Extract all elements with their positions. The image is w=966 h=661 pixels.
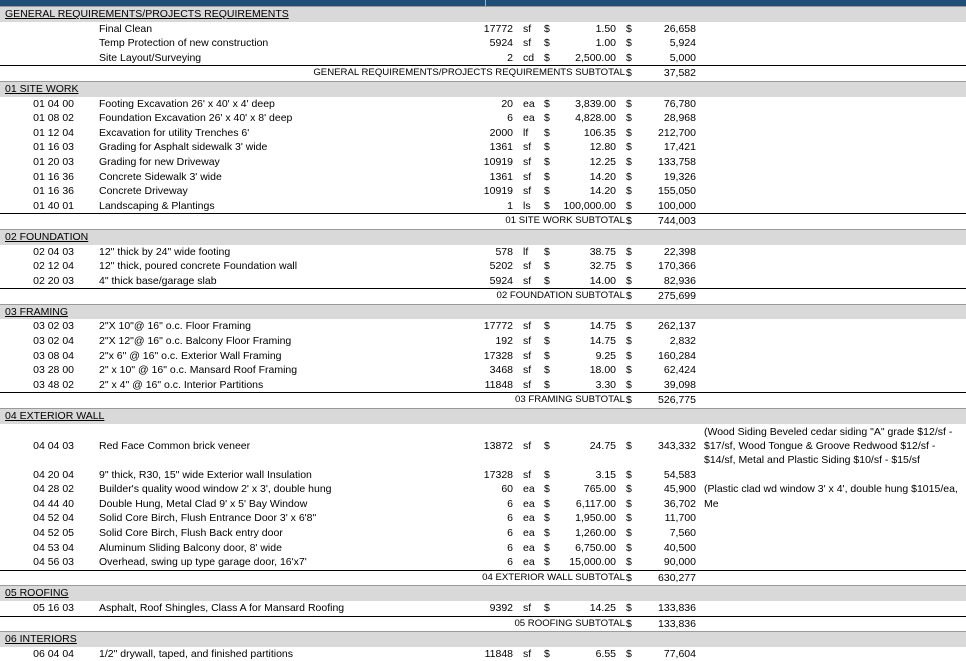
currency-symbol: $	[626, 541, 632, 554]
subtotal-value[interactable]: 744,003	[658, 215, 696, 228]
item-description-cell[interactable]: Aluminum Sliding Balcony door, 8' wide	[99, 541, 282, 554]
line-total-cell[interactable]: 26,658	[663, 22, 696, 35]
note-cell[interactable]: (Plastic clad wd window 3' x 4', double hung $1015/ea, Me	[704, 483, 958, 510]
currency-symbol: $	[626, 97, 632, 110]
unit-rate-cell[interactable]: 9.25	[595, 349, 616, 362]
unit-rate-cell[interactable]: 24.75	[589, 439, 616, 452]
unit-rate-cell[interactable]: 12.25	[589, 155, 616, 168]
quantity-cell[interactable]: 6	[507, 497, 513, 510]
line-total-cell[interactable]: 343,332	[658, 439, 696, 452]
item-code-cell[interactable]: 04 04 03	[33, 439, 74, 452]
item-code-cell[interactable]: 01 16 36	[33, 185, 74, 198]
subtotal-value[interactable]: 630,277	[658, 571, 696, 584]
currency-symbol: $	[544, 483, 550, 496]
currency-symbol: $	[544, 512, 550, 525]
item-code-cell[interactable]: 03 08 04	[33, 349, 74, 362]
unit-rate-cell[interactable]: 4,828.00	[575, 112, 616, 125]
line-total-cell[interactable]: 212,700	[658, 126, 696, 139]
unit-rate-cell[interactable]: 32.75	[589, 260, 616, 273]
currency-symbol: $	[544, 112, 550, 125]
section-header[interactable]	[0, 631, 966, 647]
line-total-cell[interactable]: 62,424	[663, 364, 696, 377]
subtotal-value[interactable]: 275,699	[658, 290, 696, 303]
quantity-cell[interactable]: 6	[507, 512, 513, 525]
item-code-cell[interactable]: 04 20 04	[33, 468, 74, 481]
currency-symbol: $	[544, 541, 550, 554]
currency-symbol: $	[544, 155, 550, 168]
unit-cell[interactable]: sf	[523, 37, 532, 50]
item-description-cell[interactable]: 1/2" drywall, taped, and finished partitions	[99, 647, 294, 660]
subtotal-value[interactable]: 526,775	[658, 394, 696, 407]
line-total-cell[interactable]: 100,000	[658, 199, 696, 212]
item-description-cell[interactable]: 2" x 4" @ 16" o.c. Interior Partitions	[99, 378, 264, 391]
estimate-sheet[interactable]	[0, 6, 966, 661]
item-code-cell[interactable]: 01 40 01	[33, 199, 74, 212]
subtotal-value[interactable]: 37,582	[663, 67, 696, 80]
item-description-cell[interactable]: 9" thick, R30, 15" wide Exterior wall Insulation	[99, 468, 312, 481]
quantity-cell[interactable]: 11848	[484, 647, 513, 660]
currency-symbol: $	[544, 274, 550, 287]
item-description-cell[interactable]: Footing Excavation 26' x 40' x 4' deep	[99, 97, 275, 110]
item-description-cell[interactable]: Asphalt, Roof Shingles, Class A for Mansard Roofing	[99, 601, 345, 614]
item-description-cell[interactable]: 12" thick by 24" wide footing	[99, 245, 231, 258]
item-description-cell[interactable]: Concrete Driveway	[99, 185, 188, 198]
currency-symbol: $	[626, 364, 632, 377]
currency-symbol: $	[626, 527, 632, 539]
currency-symbol: $	[626, 274, 632, 287]
quantity-cell[interactable]: 2000	[489, 126, 513, 139]
currency-symbol: $	[626, 512, 632, 525]
item-description-cell[interactable]: Landscaping & Plantings	[99, 199, 215, 212]
line-total-cell[interactable]: 82,936	[663, 274, 696, 287]
line-item-row[interactable]	[0, 511, 966, 526]
item-description-cell[interactable]: Grading for Asphalt sidewalk 3' wide	[99, 141, 268, 154]
unit-rate-cell[interactable]: 1,260.00	[575, 527, 616, 539]
currency-symbol: $	[626, 320, 632, 333]
currency-symbol: $	[544, 335, 550, 348]
subtotal-row[interactable]	[0, 392, 966, 408]
currency-symbol: $	[544, 141, 550, 154]
unit-cell[interactable]: sf	[523, 647, 532, 660]
item-code-cell[interactable]: 03 28 00	[33, 364, 74, 377]
line-item-row[interactable]	[0, 541, 966, 556]
unit-rate-cell[interactable]: 14.75	[589, 320, 616, 333]
currency-symbol: $	[544, 601, 550, 614]
unit-rate-cell[interactable]: 12.80	[589, 141, 616, 154]
currency-symbol: $	[626, 349, 632, 362]
line-item-row[interactable]	[0, 349, 966, 364]
section-header[interactable]	[0, 6, 966, 22]
quantity-cell[interactable]: 17772	[483, 320, 513, 333]
item-code-cell[interactable]: 04 53 04	[33, 541, 74, 554]
section-title[interactable]: GENERAL REQUIREMENTS/PROJECTS REQUIREMENTS	[5, 8, 289, 20]
subtotal-label: 03 FRAMING SUBTOTAL	[515, 394, 625, 406]
line-item-row[interactable]	[0, 647, 966, 661]
item-description-cell[interactable]: 2"x 6" @ 16" o.c. Exterior Wall Framing	[99, 349, 282, 362]
item-code-cell[interactable]: 01 16 03	[33, 141, 74, 154]
item-code-cell[interactable]: 02 04 03	[33, 245, 74, 258]
unit-rate-cell[interactable]: 1,950.00	[575, 512, 616, 525]
item-code-cell[interactable]: 04 52 05	[33, 527, 74, 539]
section-title[interactable]: 03 FRAMING	[5, 305, 69, 318]
quantity-cell[interactable]: 13872	[483, 439, 513, 452]
subtotal-row[interactable]	[0, 213, 966, 229]
subtotal-label: 02 FOUNDATION SUBTOTAL	[496, 290, 625, 302]
section-title[interactable]: 05 ROOFING	[5, 587, 69, 600]
line-total-cell[interactable]: 133,836	[658, 601, 696, 614]
currency-symbol: $	[626, 617, 632, 630]
quantity-cell[interactable]: 60	[501, 483, 513, 496]
currency-symbol: $	[626, 290, 632, 303]
line-item-row[interactable]	[0, 334, 966, 349]
item-description-cell[interactable]: Solid Core Birch, Flush Back entry door	[99, 527, 283, 539]
quantity-cell[interactable]: 1	[507, 199, 513, 212]
unit-cell[interactable]: lf	[523, 126, 529, 139]
item-code-cell[interactable]: 06 04 04	[33, 647, 74, 660]
currency-symbol: $	[626, 126, 632, 139]
line-total-cell[interactable]: 28,968	[663, 112, 696, 125]
subtotal-label: 05 ROOFING SUBTOTAL	[514, 617, 625, 629]
unit-cell[interactable]: sf	[523, 22, 532, 35]
line-total-cell[interactable]: 36,702	[663, 497, 696, 510]
currency-symbol: $	[626, 51, 632, 64]
item-description-cell[interactable]: Site Layout/Surveying	[99, 51, 202, 64]
line-total-cell[interactable]: 76,780	[663, 97, 696, 110]
line-total-cell[interactable]: 133,758	[658, 155, 696, 168]
line-item-row[interactable]	[0, 274, 966, 289]
item-description-cell[interactable]: Excavation for utility Trenches 6'	[99, 126, 250, 139]
item-code-cell[interactable]: 01 04 00	[33, 97, 74, 110]
unit-cell[interactable]: ea	[523, 112, 535, 125]
unit-rate-cell[interactable]: 14.00	[589, 274, 616, 287]
item-description-cell[interactable]: Red Face Common brick veneer	[99, 439, 251, 452]
line-item-row[interactable]	[0, 170, 966, 185]
item-code-cell[interactable]: 04 28 02	[33, 483, 74, 496]
currency-symbol: $	[626, 185, 632, 198]
unit-rate-cell[interactable]: 14.25	[589, 601, 616, 614]
line-total-cell[interactable]: 22,398	[663, 245, 696, 258]
currency-symbol: $	[544, 126, 550, 139]
line-total-cell[interactable]: 54,583	[663, 468, 696, 481]
unit-cell[interactable]: sf	[523, 185, 532, 198]
unit-rate-cell[interactable]: 6,117.00	[575, 497, 616, 510]
currency-symbol: $	[626, 335, 632, 348]
line-total-cell[interactable]: 19,326	[663, 170, 696, 183]
currency-symbol: $	[626, 215, 632, 228]
line-total-cell[interactable]: 77,604	[663, 647, 696, 660]
line-total-cell[interactable]: 90,000	[663, 556, 696, 569]
currency-symbol: $	[544, 349, 550, 362]
currency-symbol: $	[626, 22, 632, 35]
currency-symbol: $	[626, 394, 632, 407]
unit-rate-cell[interactable]: 3,839.00	[575, 97, 616, 110]
currency-symbol: $	[544, 245, 550, 258]
unit-cell[interactable]: ea	[523, 556, 535, 569]
line-item-row[interactable]	[0, 363, 966, 378]
item-code-cell[interactable]: 01 12 04	[33, 126, 74, 139]
quantity-cell[interactable]: 5924	[489, 274, 513, 287]
item-code-cell[interactable]: 03 02 04	[33, 335, 74, 348]
currency-symbol: $	[626, 378, 632, 391]
unit-cell[interactable]: sf	[523, 378, 532, 391]
unit-rate-cell[interactable]: 14.75	[589, 335, 616, 348]
item-description-cell[interactable]: 2"X 10"@ 16" o.c. Floor Framing	[99, 320, 251, 333]
quantity-cell[interactable]: 6	[507, 541, 513, 554]
item-description-cell[interactable]: Double Hung, Metal Clad 9' x 5' Bay Window	[99, 497, 308, 510]
item-description-cell[interactable]: Foundation Excavation 26' x 40' x 8' deep	[99, 112, 293, 125]
line-item-row[interactable]	[0, 97, 966, 112]
currency-symbol: $	[544, 37, 550, 50]
note-cell[interactable]: (Wood Siding Beveled cedar siding "A" grade $12/sf - $17/sf, Wood Tongue & Groove Redwood $12/sf - $14/sf, Metal and Plastic Siding $10/sf - $15/sf	[704, 425, 953, 467]
unit-cell[interactable]: sf	[523, 439, 532, 452]
quantity-cell[interactable]: 3468	[489, 364, 513, 377]
quantity-cell[interactable]: 17328	[483, 468, 513, 481]
line-total-cell[interactable]: 7,560	[669, 527, 696, 539]
unit-rate-cell[interactable]: 3.30	[595, 378, 616, 391]
item-description-cell[interactable]: 4" thick base/garage slab	[99, 274, 217, 287]
subtotal-row[interactable]	[0, 616, 966, 632]
item-description-cell[interactable]: Solid Core Birch, Flush Entrance Door 3' x 6'8"	[99, 512, 317, 525]
item-code-cell[interactable]: 03 48 02	[33, 378, 74, 391]
subtotal-label: 01 SITE WORK SUBTOTAL	[505, 215, 625, 227]
quantity-cell[interactable]: 11848	[484, 378, 513, 391]
section-header[interactable]	[0, 585, 966, 601]
unit-rate-cell[interactable]: 3.15	[595, 468, 616, 481]
subtotal-row[interactable]	[0, 65, 966, 81]
line-item-row[interactable]	[0, 51, 966, 66]
unit-cell[interactable]: sf	[523, 364, 532, 377]
unit-cell[interactable]: ea	[523, 497, 535, 510]
currency-symbol: $	[544, 22, 550, 35]
unit-cell[interactable]: ea	[523, 512, 535, 525]
section-header[interactable]	[0, 304, 966, 320]
unit-rate-cell[interactable]: 2,500.00	[575, 51, 616, 64]
currency-symbol: $	[544, 647, 550, 660]
item-code-cell[interactable]: 05 16 03	[33, 601, 74, 614]
item-code-cell[interactable]: 04 56 03	[33, 556, 74, 569]
unit-rate-cell[interactable]: 6.55	[595, 647, 616, 660]
currency-symbol: $	[544, 97, 550, 110]
unit-cell[interactable]: sf	[523, 141, 532, 154]
unit-cell[interactable]: sf	[523, 260, 532, 273]
currency-symbol: $	[544, 556, 550, 569]
item-description-cell[interactable]: 12" thick, poured concrete Foundation wall	[99, 260, 298, 273]
currency-symbol: $	[626, 439, 632, 452]
item-description-cell[interactable]: 2"X 12"@ 16" o.c. Balcony Floor Framing	[99, 335, 292, 348]
section-title[interactable]: 01 SITE WORK	[5, 82, 79, 95]
currency-symbol: $	[544, 320, 550, 333]
quantity-cell[interactable]: 5924	[489, 37, 513, 50]
line-item-row[interactable]	[0, 155, 966, 170]
unit-cell[interactable]: sf	[523, 335, 532, 348]
line-item-row[interactable]	[0, 468, 966, 483]
unit-cell[interactable]: sf	[523, 170, 532, 183]
item-description-cell[interactable]: Builder's quality wood window 2' x 3', double hung	[99, 483, 332, 496]
currency-symbol: $	[626, 260, 632, 273]
line-total-cell[interactable]: 40,500	[663, 541, 696, 554]
quantity-cell[interactable]: 6	[507, 112, 513, 125]
unit-rate-cell[interactable]: 14.20	[589, 185, 616, 198]
unit-cell[interactable]: ea	[523, 527, 535, 539]
line-item-row[interactable]	[0, 555, 966, 570]
quantity-cell[interactable]: 20	[501, 97, 513, 110]
line-total-cell[interactable]: 45,900	[663, 483, 696, 496]
quantity-cell[interactable]: 2	[507, 51, 513, 64]
line-total-cell[interactable]: 170,366	[658, 260, 696, 273]
currency-symbol: $	[626, 141, 632, 154]
currency-symbol: $	[626, 468, 632, 481]
unit-cell[interactable]: ea	[523, 483, 535, 496]
line-total-cell[interactable]: 17,421	[663, 141, 696, 154]
unit-rate-cell[interactable]: 765.00	[583, 483, 616, 496]
line-total-cell[interactable]: 2,832	[669, 335, 696, 348]
line-total-cell[interactable]: 5,000	[669, 51, 696, 64]
item-code-cell[interactable]: 02 12 04	[33, 260, 74, 273]
unit-rate-cell[interactable]: 18.00	[589, 364, 616, 377]
currency-symbol: $	[626, 556, 632, 569]
item-code-cell[interactable]: 01 20 03	[33, 155, 74, 168]
section-header[interactable]	[0, 81, 966, 97]
unit-rate-cell[interactable]: 38.75	[589, 245, 616, 258]
unit-cell[interactable]: lf	[523, 245, 529, 258]
line-item-row[interactable]	[0, 601, 966, 616]
line-item-row[interactable]	[0, 199, 966, 214]
currency-symbol: $	[626, 571, 632, 584]
currency-symbol: $	[544, 439, 550, 452]
line-total-cell[interactable]: 11,700	[664, 512, 696, 525]
currency-symbol: $	[626, 37, 632, 50]
item-code-cell[interactable]: 02 20 03	[33, 274, 74, 287]
line-item-row[interactable]	[0, 22, 966, 37]
currency-symbol: $	[544, 497, 550, 510]
quantity-cell[interactable]: 1361	[489, 141, 513, 154]
section-header[interactable]	[0, 229, 966, 245]
unit-cell[interactable]: sf	[523, 349, 532, 362]
currency-symbol: $	[544, 527, 550, 539]
currency-symbol: $	[626, 601, 632, 614]
unit-rate-cell[interactable]: 14.20	[589, 170, 616, 183]
item-code-cell[interactable]: 01 16 36	[33, 170, 74, 183]
line-item-row[interactable]	[0, 424, 966, 468]
currency-symbol: $	[626, 647, 632, 660]
currency-symbol: $	[544, 185, 550, 198]
line-item-row[interactable]	[0, 126, 966, 141]
unit-rate-cell[interactable]: 6,750.00	[575, 541, 616, 554]
currency-symbol: $	[544, 378, 550, 391]
unit-cell[interactable]: cd	[523, 51, 535, 64]
currency-symbol: $	[626, 170, 632, 183]
unit-rate-cell[interactable]: 1.50	[595, 22, 616, 35]
line-item-row[interactable]	[0, 259, 966, 274]
item-code-cell[interactable]: 04 52 04	[33, 512, 74, 525]
subtotal-label: 04 EXTERIOR WALL SUBTOTAL	[482, 571, 625, 583]
item-code-cell[interactable]: 03 02 03	[33, 320, 74, 333]
unit-rate-cell[interactable]: 15,000.00	[569, 556, 616, 569]
quantity-cell[interactable]: 1361	[489, 170, 513, 183]
line-item-row[interactable]	[0, 319, 966, 334]
currency-symbol: $	[544, 260, 550, 273]
unit-cell[interactable]: sf	[523, 274, 532, 287]
line-item-row[interactable]	[0, 245, 966, 260]
currency-symbol: $	[626, 199, 632, 212]
line-total-cell[interactable]: 262,137	[658, 320, 696, 333]
line-total-cell[interactable]: 155,050	[658, 185, 696, 198]
line-item-row[interactable]	[0, 378, 966, 393]
unit-cell[interactable]: sf	[523, 601, 532, 614]
currency-symbol: $	[544, 51, 550, 64]
unit-cell[interactable]: ls	[523, 199, 531, 212]
item-code-cell[interactable]: 01 08 02	[33, 112, 74, 125]
currency-symbol: $	[626, 67, 632, 80]
unit-rate-cell[interactable]: 100,000.00	[563, 199, 616, 212]
section-title[interactable]: 02 FOUNDATION	[5, 230, 89, 243]
quantity-cell[interactable]: 6	[507, 556, 513, 569]
quantity-cell[interactable]: 17328	[483, 349, 513, 362]
unit-rate-cell[interactable]: 1.00	[595, 37, 616, 50]
quantity-cell[interactable]: 5202	[489, 260, 513, 273]
currency-symbol: $	[544, 170, 550, 183]
quantity-cell[interactable]: 9392	[489, 601, 513, 614]
quantity-cell[interactable]: 6	[507, 527, 513, 539]
line-item-row[interactable]	[0, 497, 966, 512]
subtotal-row[interactable]	[0, 570, 966, 586]
item-description-cell[interactable]: Concrete Sidewalk 3' wide	[99, 170, 222, 183]
item-description-cell[interactable]: Grading for new Driveway	[99, 155, 220, 168]
subtotal-row[interactable]	[0, 288, 966, 304]
unit-cell[interactable]: sf	[523, 155, 532, 168]
item-description-cell[interactable]: Final Clean	[99, 22, 153, 35]
line-item-row[interactable]	[0, 36, 966, 51]
item-description-cell[interactable]: Overhead, swing up type garage door, 16'x7'	[99, 556, 307, 569]
currency-symbol: $	[626, 483, 632, 496]
subtotal-value[interactable]: 133,836	[658, 617, 696, 630]
quantity-cell[interactable]: 10919	[483, 155, 513, 168]
line-total-cell[interactable]: 160,284	[658, 349, 696, 362]
quantity-cell[interactable]: 192	[495, 335, 513, 348]
currency-symbol: $	[626, 497, 632, 510]
unit-cell[interactable]: ea	[523, 97, 535, 110]
currency-symbol: $	[544, 468, 550, 481]
item-description-cell[interactable]: Temp Protection of new construction	[99, 37, 269, 50]
quantity-cell[interactable]: 578	[495, 245, 513, 258]
currency-symbol: $	[544, 199, 550, 212]
unit-cell[interactable]: ea	[523, 541, 535, 554]
line-item-row[interactable]	[0, 140, 966, 155]
currency-symbol: $	[626, 112, 632, 125]
currency-symbol: $	[626, 245, 632, 258]
unit-cell[interactable]: sf	[523, 468, 532, 481]
section-header[interactable]	[0, 408, 966, 424]
currency-symbol: $	[544, 364, 550, 377]
line-item-row[interactable]	[0, 184, 966, 199]
unit-rate-cell[interactable]: 106.35	[583, 126, 616, 139]
unit-cell[interactable]: sf	[523, 320, 532, 333]
subtotal-label: GENERAL REQUIREMENTS/PROJECTS REQUIREMENTS SUBTOTAL	[313, 67, 625, 79]
currency-symbol: $	[626, 155, 632, 168]
item-code-cell[interactable]: 04 44 40	[33, 497, 74, 510]
line-total-cell[interactable]: 39,098	[663, 378, 696, 391]
line-total-cell[interactable]: 5,924	[669, 37, 696, 50]
section-title[interactable]: 04 EXTERIOR WALL	[5, 410, 105, 423]
line-item-row[interactable]	[0, 111, 966, 126]
item-description-cell[interactable]: 2" x 10" @ 16" o.c. Mansard Roof Framing	[99, 364, 298, 377]
section-title[interactable]: 06 INTERIORS	[5, 633, 77, 646]
line-item-row[interactable]	[0, 526, 966, 541]
quantity-cell[interactable]: 17772	[483, 22, 513, 35]
quantity-cell[interactable]: 10919	[483, 185, 513, 198]
